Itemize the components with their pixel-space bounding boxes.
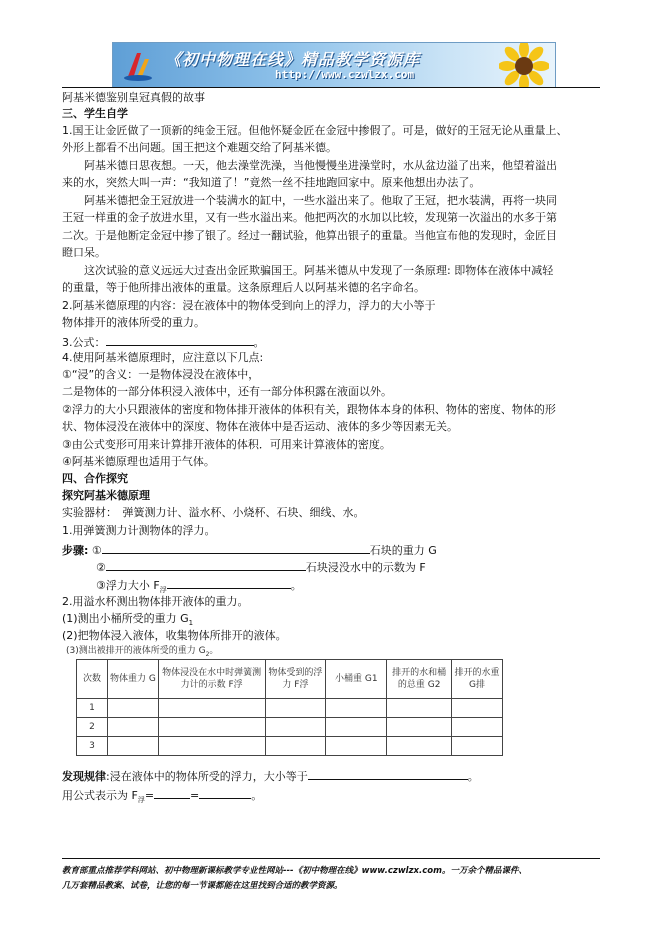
step-1-row xyxy=(62,541,437,559)
note-1: ①“浸”的含义：一是物体浸没在液体中， xyxy=(62,368,260,381)
table-cell[interactable] xyxy=(452,699,503,718)
doc-title: 阿基米德鉴别皇冠真假的故事 xyxy=(62,91,205,104)
step-2-row xyxy=(96,558,426,576)
table-cell[interactable] xyxy=(387,699,452,718)
step-1-blank[interactable] xyxy=(102,541,370,554)
step-1-end: 石块的重力 G xyxy=(369,544,437,557)
formula-subscript: 浮 xyxy=(137,796,145,805)
finding-end: 。 xyxy=(467,770,479,783)
formula-question xyxy=(62,333,265,351)
substep-3-end: 。 xyxy=(209,646,219,656)
formula-row xyxy=(62,786,262,808)
substep-3-text: (3)测出被排开的液体所受的重力 G xyxy=(66,646,206,656)
table-header-cell: 物体重力 G xyxy=(107,660,158,699)
story-p2-line2: 来的水，突然大叫一声：“我知道了！”竟然一丝不挂地跑回家中。原来他想出办法了。 xyxy=(62,176,481,189)
finding-label: 发现规律 xyxy=(62,770,106,783)
step-3-subscript: 浮 xyxy=(159,586,167,595)
substep-2: (2)把物体浸入液体，收集物体所排开的液体。 xyxy=(62,629,287,642)
table-cell[interactable] xyxy=(107,718,158,737)
table-row-number: 1 xyxy=(77,699,108,718)
story-p2-line1: 阿基米德日思夜想。一天，他去澡堂洗澡，当他慢慢坐进澡堂时，水从盆边溢了出来，他望着溢出 xyxy=(84,159,557,172)
header-divider xyxy=(62,87,600,88)
table-cell[interactable] xyxy=(452,718,503,737)
step-3-end: 。 xyxy=(290,579,302,592)
step-3-blank[interactable] xyxy=(167,576,291,589)
footer-divider xyxy=(62,858,600,859)
step-3-prefix: ③浮力大小 F xyxy=(96,579,160,592)
section-3-heading: 三、学生自学 xyxy=(62,107,128,120)
note-4: ④阿基米德原理也适用于气体。 xyxy=(62,455,215,468)
note-1-continued: 二是物体的一部分体积浸入液体中，还有一部分体积露在液面以外。 xyxy=(62,385,392,398)
table-cell[interactable] xyxy=(387,737,452,756)
story-p3-line2: 王冠一样重的金子放进水里，又有一些水溢出来。他把两次的水加以比较，发现第一次溢出的水多于第 xyxy=(62,211,557,224)
table-header-row xyxy=(77,660,503,699)
finding-text: :浸在液体中的物体所受的浮力，大小等于 xyxy=(106,770,308,783)
table-row xyxy=(77,737,503,756)
story-p3-line3: 二次。于是他断定金冠中掺了银了。经过一翻试验，他算出银子的重量。当他宣布他的发现时，金匠目 xyxy=(62,229,557,242)
table-row xyxy=(77,718,503,737)
formula-prefix: 用公式表示为 F xyxy=(62,789,138,802)
note-2-line2: 状、物体浸没在液体中的深度、物体在液体中是否运动、液体的多少等因素无关。 xyxy=(62,420,458,433)
step-2-end: 石块浸没水中的示数为 F xyxy=(305,561,426,574)
equipment-line: 实验器材： 弹簧测力计、溢水杯、小烧杯、石块、细线、水。 xyxy=(62,506,365,519)
step-2-number: ② xyxy=(96,561,106,574)
substep-3-subscript: 2 xyxy=(205,650,210,658)
formula-blank[interactable] xyxy=(106,333,254,346)
table-cell[interactable] xyxy=(326,737,387,756)
story-p4-line2: 的重量，等于他所排出液体的重量。这条原理后人以阿基米德的名字命名。 xyxy=(62,281,425,294)
principle-content-line2: 物体排开的液体所受的重力。 xyxy=(62,316,205,329)
step-1-number: ① xyxy=(91,544,102,557)
formula-label: 3.公式： xyxy=(62,336,106,349)
table-cell[interactable] xyxy=(265,718,326,737)
table-header-cell: 排开的水重 G排 xyxy=(452,660,503,699)
table-header-cell: 排开的水和桶的总重 G2 xyxy=(387,660,452,699)
table-cell[interactable] xyxy=(265,737,326,756)
formula-equals-1: = xyxy=(144,789,155,802)
story-p1-line2: 外形上都看不出问题。国王把这个难题交给了阿基米德。 xyxy=(62,141,337,154)
principle-content-line1: 2.阿基米德原理的内容：浸在液体中的物体受到向上的浮力，浮力的大小等于 xyxy=(62,299,436,312)
footer-line-1: 教育部重点推荐学科网站、初中物理新课标教学专业性网站---《初中物理在线》www.czwlzx.com。一万余个精品课件、 xyxy=(62,866,527,876)
table-cell[interactable] xyxy=(107,699,158,718)
table-row-number: 3 xyxy=(77,737,108,756)
finding-blank[interactable] xyxy=(308,767,468,780)
story-p1-line1: 1.国王让金匠做了一顶新的纯金王冠。但他怀疑金匠在金冠中掺假了。可是，做好的王冠无论从重量上、 xyxy=(62,124,568,137)
table-cell[interactable] xyxy=(387,718,452,737)
experiment-table xyxy=(76,659,503,756)
sunflower-icon xyxy=(499,42,549,88)
table-cell[interactable] xyxy=(326,718,387,737)
table-cell[interactable] xyxy=(326,699,387,718)
table-cell[interactable] xyxy=(107,737,158,756)
step-2-blank[interactable] xyxy=(106,558,306,571)
table-cell[interactable] xyxy=(158,718,265,737)
table-header-cell: 次数 xyxy=(77,660,108,699)
note-3: ③由公式变形可用来计算排开液体的体积．可用来计算液体的密度。 xyxy=(62,438,391,451)
table-header-cell: 物体受到的浮力 F浮 xyxy=(265,660,326,699)
formula-end: 。 xyxy=(253,336,265,349)
story-p4-line1: 这次试验的意义远远大过查出金匠欺骗国王。阿基米德从中发现了一条原理: 即物体在液体中减轻 xyxy=(84,264,554,277)
method-1: 1.用弹簧测力计测物体的浮力。 xyxy=(62,524,216,537)
method-2: 2.用溢水杯测出物体排开液体的重力。 xyxy=(62,595,249,608)
story-p3-line1: 阿基米德把金王冠放进一个装满水的缸中，一些水溢出来了。他取了王冠，把水装满，再将一块同 xyxy=(84,194,557,207)
table-cell[interactable] xyxy=(158,737,265,756)
substep-1-subscript: 1 xyxy=(188,619,194,628)
substep-1-text: (1)测出小桶所受的重力 G xyxy=(62,612,189,625)
site-logo-icon xyxy=(123,49,153,81)
formula-blank-2[interactable] xyxy=(199,786,251,799)
section-4-heading: 四、合作探究 xyxy=(62,472,128,485)
explore-heading: 探究阿基米德原理 xyxy=(62,489,150,502)
banner-title: 《初中物理在线》精品教学资源库 xyxy=(165,50,421,69)
table-header-cell: 物体浸没在水中时弹簧测力计的示数 F浮 xyxy=(158,660,265,699)
formula-blank-1[interactable] xyxy=(154,786,190,799)
finding-row xyxy=(62,767,479,785)
table-cell[interactable] xyxy=(158,699,265,718)
table-cell[interactable] xyxy=(265,699,326,718)
header-banner xyxy=(112,42,556,88)
note-2-line1: ②浮力的大小只跟液体的密度和物体排开液体的体积有关，跟物体本身的体积、物体的密度、物体的形 xyxy=(62,403,556,416)
footer-line-2: 几万套精品教案、试卷，让您的每一节课都能在这里找到合适的教学资源。 xyxy=(62,881,343,891)
story-p3-line4: 瞪口呆。 xyxy=(62,246,106,259)
table-row-number: 2 xyxy=(77,718,108,737)
banner-url: http://www.czwlzx.com xyxy=(275,68,415,81)
notes-heading: 4.使用阿基米德原理时，应注意以下几点: xyxy=(62,351,264,364)
steps-label: 步骤: xyxy=(62,544,89,557)
formula-final-end: 。 xyxy=(251,789,263,802)
table-row xyxy=(77,699,503,718)
table-header-cell: 小桶重 G1 xyxy=(326,660,387,699)
formula-equals-2: = xyxy=(190,789,200,802)
table-cell[interactable] xyxy=(452,737,503,756)
